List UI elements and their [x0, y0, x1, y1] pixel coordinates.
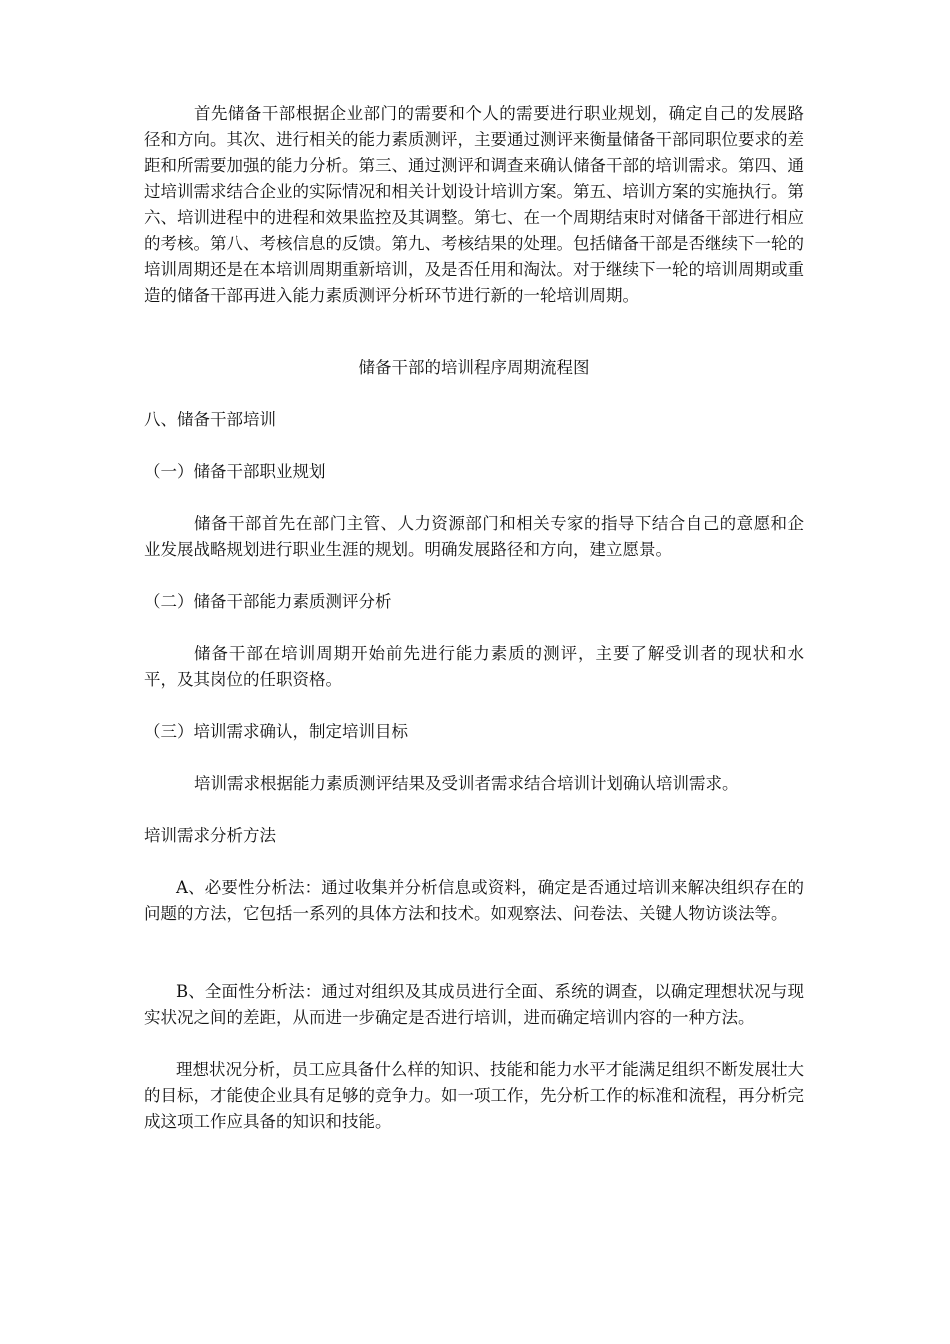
method-b-paragraph: B、全面性分析法：通过对组织及其成员进行全面、系统的调查，以确定理想状况与现实状况之间的差距，从而进一步确定是否进行培训，进而确定培训内容的一种方法。 [144, 982, 804, 1027]
intro-paragraph: 首先储备干部根据企业部门的需要和个人的需要进行职业规划，确定自己的发展路径和方向。其次、进行相关的能力素质测评，主要通过测评来衡量储备干部同职位要求的差距和所需要加强的能力分析。第三、通过测评和调查来确认储备干部的培训需求。第四、通过培训需求结合企业的实际情况和相关计划设计培训方案。第五、培训方案的实施执行。第六、培训进程中的进程和效果监控及其调整。第七、在一个周期结束时对储备干部进行相应的考核。第八、考核信息的反馈。第九、考核结果的处理。包括储备干部是否继续下一轮的培训周期还是在本培训周期重新培训，及是否任用和淘汰。对于继续下一轮的培训周期或重造的储备干部再进入能力素质测评分析环节进行新的一轮培训周期。 [144, 104, 804, 305]
subsection-heading-2: （二）储备干部能力素质测评分析 [144, 592, 392, 611]
method-heading: 培训需求分析方法 [144, 826, 276, 845]
method-a-paragraph: A、必要性分析法：通过收集并分析信息或资料，确定是否通过培训来解决组织存在的问题的方法，它包括一系列的具体方法和技术。如观察法、问卷法、关键人物访谈法等。 [144, 878, 804, 923]
ideal-state-paragraph: 理想状况分析，员工应具备什么样的知识、技能和能力水平才能满足组织不断发展壮大的目标，才能使企业具有足够的竞争力。如一项工作，先分析工作的标准和流程，再分析完成这项工作应具备的知识和技能。 [144, 1060, 804, 1131]
section-heading-8: 八、储备干部培训 [144, 410, 276, 429]
assessment-paragraph: 储备干部在培训周期开始前先进行能力素质的测评，主要了解受训者的现状和水平，及其岗位的任职资格。 [144, 644, 804, 689]
flowchart-caption: 储备干部的培训程序周期流程图 [358, 358, 590, 377]
subsection-heading-3: （三）培训需求确认，制定培训目标 [144, 722, 408, 741]
subsection-heading-1: （一）储备干部职业规划 [144, 462, 326, 481]
needs-paragraph: 培训需求根据能力素质测评结果及受训者需求结合培训计划确认培训需求。 [194, 774, 739, 793]
career-planning-paragraph: 储备干部首先在部门主管、人力资源部门和相关专家的指导下结合自己的意愿和企业发展战略规划进行职业生涯的规划。明确发展路径和方向，建立愿景。 [144, 514, 804, 559]
